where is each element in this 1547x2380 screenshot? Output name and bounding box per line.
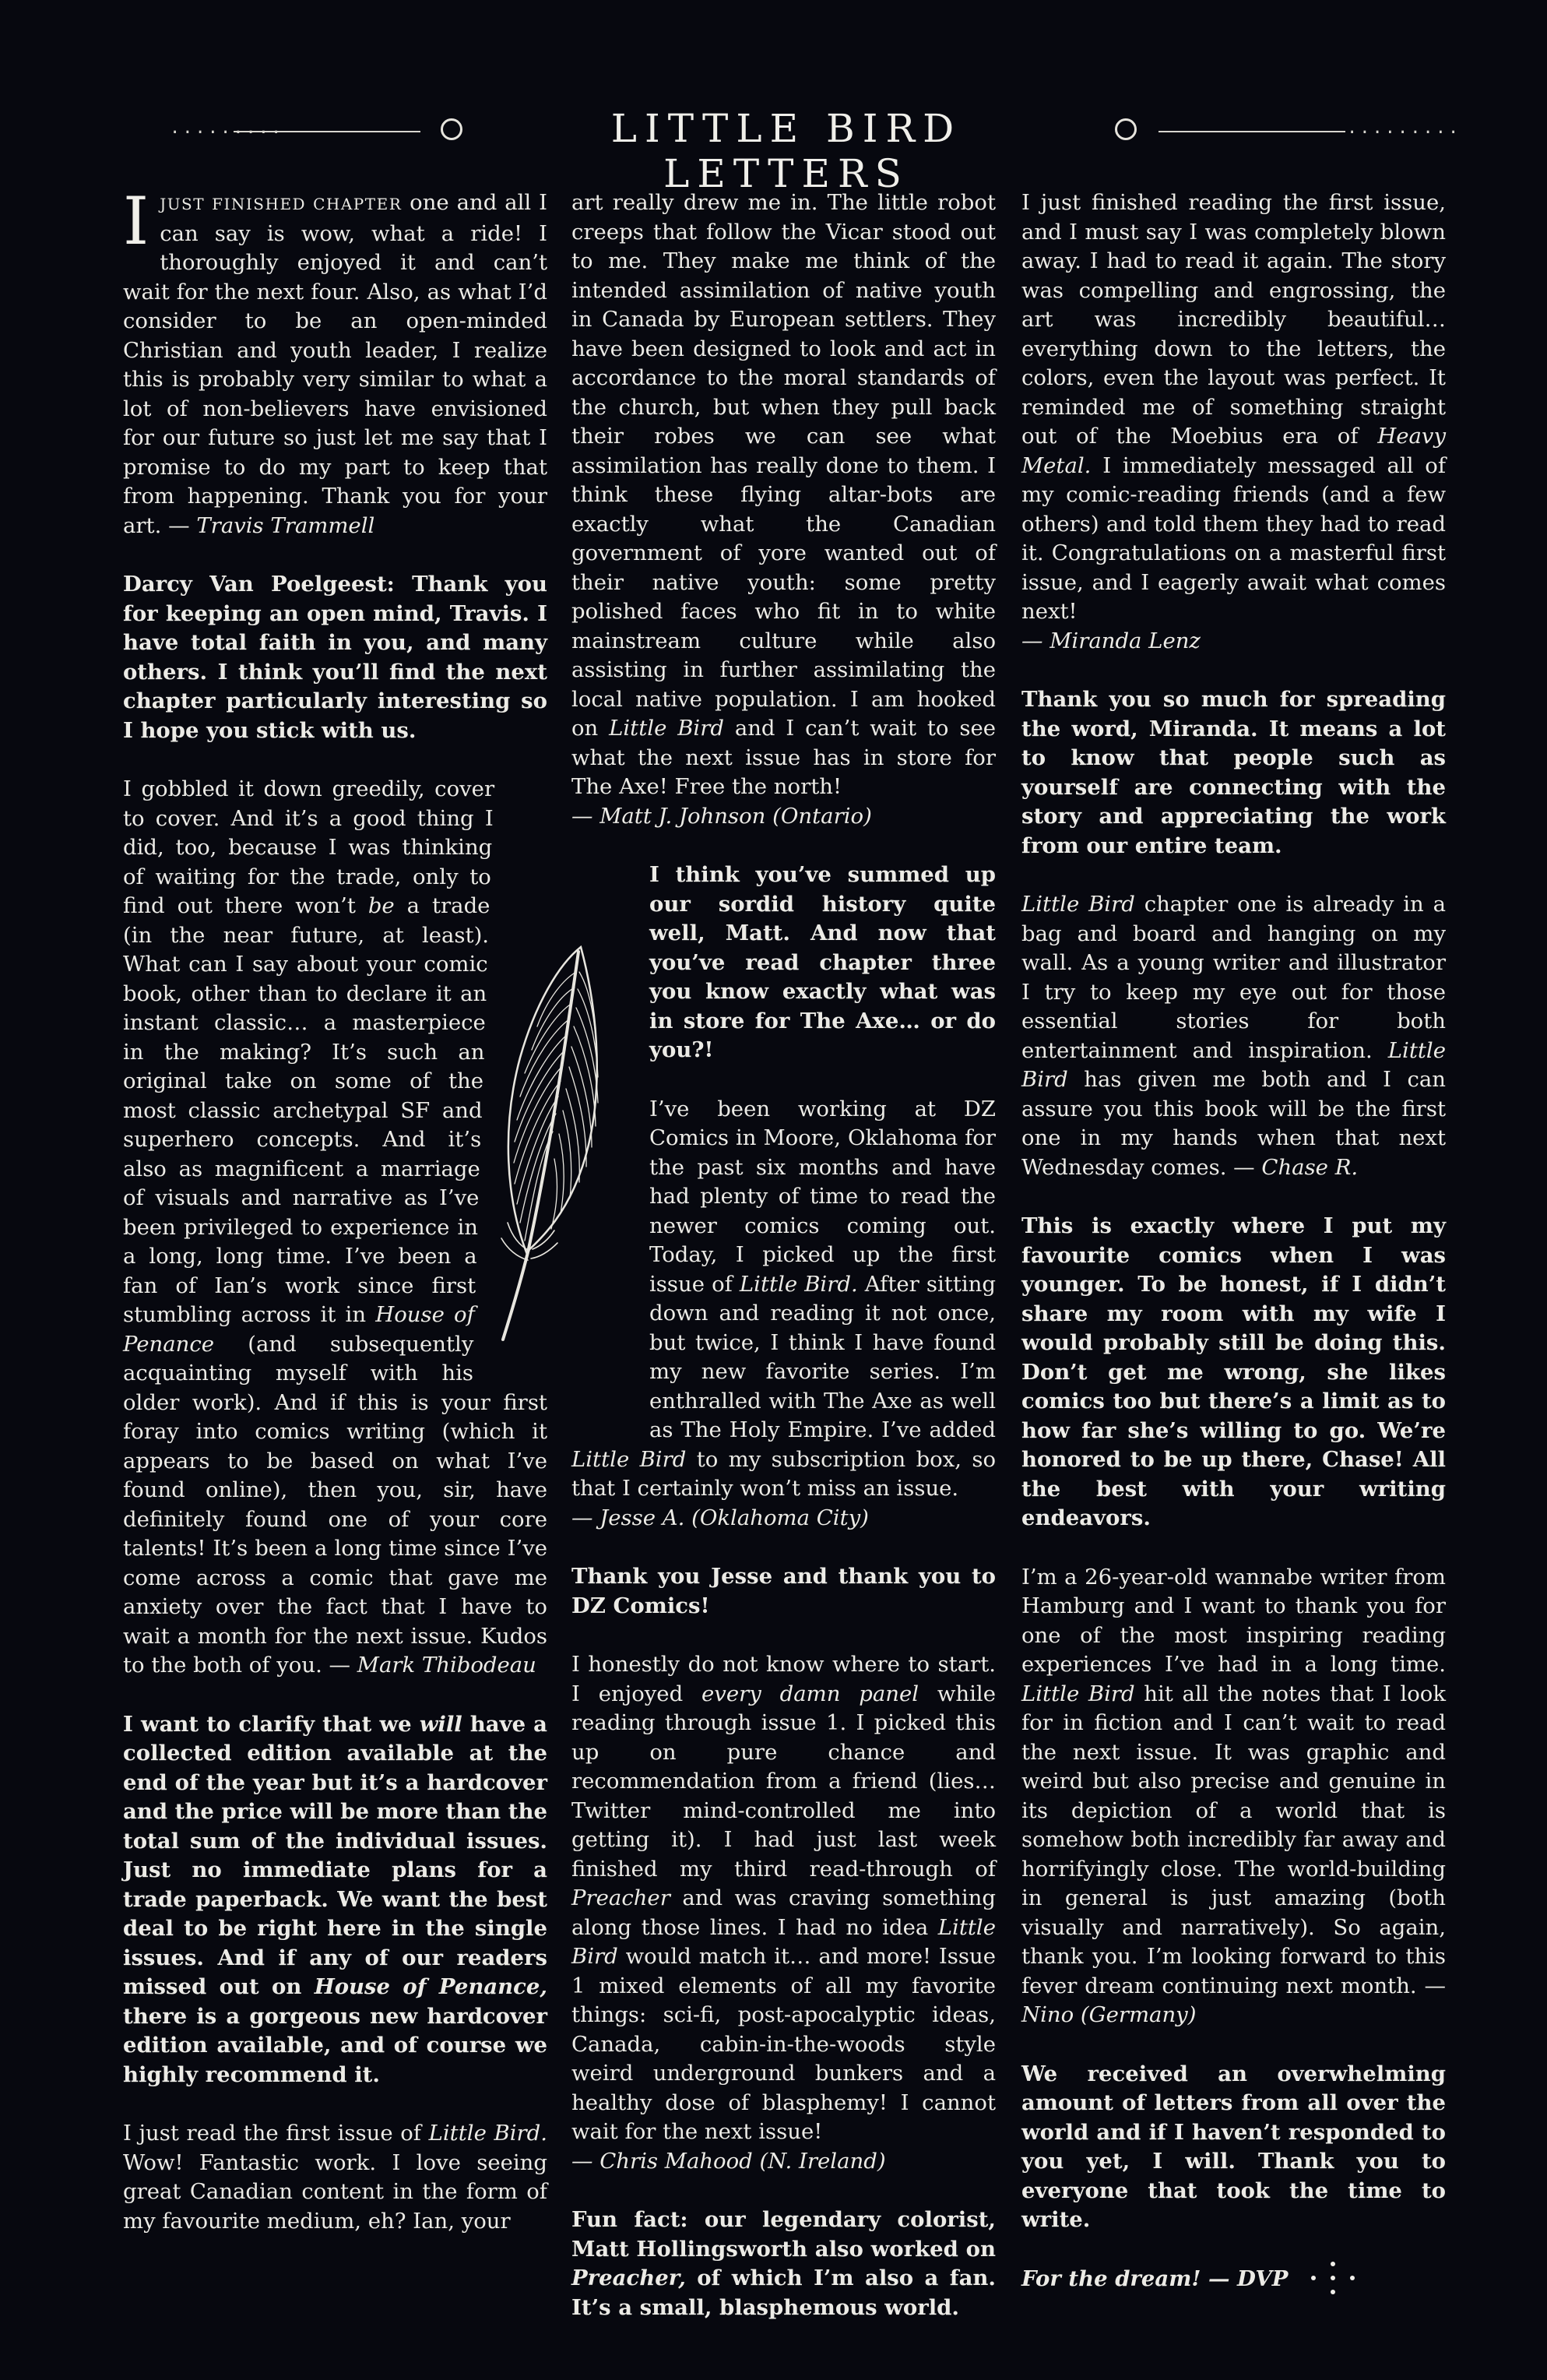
- reply-matt: I think you’ve summed up our sordid history quite well, Matt. And now that you’ve read chapter three you know exactly what was in store for The Axe… or do you?!: [571, 861, 996, 1065]
- page-header: [163, 100, 1461, 196]
- end-dots-ornament: [1310, 2268, 1356, 2291]
- reply-mark: I want to clarify that we will have a collected edition available at the end of the year but it’s a hardcover and the price will be more than the total sum of the individual issues. Just no immediate plans for a trade paperback. We want the best deal to be right here in the single issues. And if any of our readers missed out on House of Penance, there is a gorgeous new hardcover edition available, and of course we highly recommend it.: [123, 1711, 547, 2087]
- letter-travis: IJUST FINISHED CHAPTER one and all I can say is wow, what a ride! I thoroughly enjoyed it and can’t wait for the next four. Also, as what I’d consider to be an open-minded Christian and youth leader, I realize this is probably very similar to what a lot of non-believers have envisioned for our future so just let me say that I promise to do my part to keep that from happening. Thank you for your art. — Travis Trammell: [123, 183, 547, 538]
- header-rule-left: [234, 131, 420, 132]
- letter-matt: art really drew me in. The little robot creeps that follow the Vicar stood out to me. They make me think of the intended assimilation of native youth in Canada by European settlers. They have been designed to look and act in accordance to the moral standards of the church, but when they pull back their robes we can see what assimilation has really done to them. I think these flying altar-bots are exactly what the Canadian government of yore wanted out of their native youth: some pretty polished faces who fit in to white mainstream culture while also assisting in further assimilating the local native population. I am hooked on Little Bird and I can’t wait to see what the next issue has in store for The Axe! Free the north! — Matt J. Johnson (Ontario): [571, 188, 996, 831]
- letter-mark: I gobbled it down greedily, cover to cover. And it’s a good thing I did, too, because I was thinking of waiting for the trade, only to find out there won’t be a trade (in the near future, at least). What can I say about your comic book, other than to declare it an instant classic… a masterpiece in the making? It’s such an original take on some of the most classic archetypal SF and superhero concepts. And it’s also as magnificent a marriage of visuals and narrative as I’ve been privileged to experience in a long, long time. I’ve been a fan of Ian’s work since first stumbling across it in House of Penance (and subsequently acquainting myself with his older work). And if this is your first foray into comics writing (which it appears to be based on what I’ve found online), then you, sir, have definitely found one of your core talents! It’s been a long time since I’ve come across a comic that gave me anxiety over the fact that I have to wait a month for the next issue. Kudos to the both of you. — Mark Thibodeau: [123, 776, 547, 1678]
- letter-chase: Little Bird chapter one is already in a bag and board and hanging on my wall. As a young writer and illustrator I try to keep my eye out for those essential stories for both entertainment and inspiration. Little Bird has given me both and I can assure you this book will be the first one in my hands when that next Wednesday comes. — Chase R.: [1021, 892, 1447, 1180]
- letter-nino: I’m a 26-year-old wannabe writer from Hamburg and I want to thank you for one of the most inspiring reading experiences I’ve had in a long time. Little Bird hit all the notes that I look for in fiction and I can’t wait to read the next issue. It was graphic and weird but also precise and genuine in its depiction of a world that is somehow both incredibly far away and horrifyingly close. The world-building in general is just amazing (both visually and narratively). So again, thank you. I’m looking forward to this fever dream continuing next month. — Nino (Germany): [1021, 1564, 1446, 2027]
- closing-line: For the dream! — DVP: [1021, 2265, 1446, 2294]
- drop-cap: I: [123, 183, 149, 259]
- signature: — Jesse A. (Oklahoma City): [571, 1505, 869, 1530]
- column-2: [571, 188, 996, 2352]
- signature: — Chris Mahood (N. Ireland): [571, 2148, 886, 2174]
- reply-miranda: Thank you so much for spreading the word, Miranda. It means a lot to know that people such as yourself are connecting with the story and appreciating the work from our entire team.: [1021, 687, 1446, 858]
- header-dots-left: ·········: [170, 123, 284, 143]
- signature: Mark Thibodeau: [357, 1653, 536, 1678]
- signature: Chase R.: [1261, 1154, 1359, 1180]
- letter-jesse: I’ve been working at DZ Comics in Moore, Oklahoma for the past six months and have had plenty of time to read the newer comics coming out. Today, I picked up the first issue of Little Bird. After sitting down and reading it not once, but twice, I think I have found my new favorite series. I’m enthralled with The Axe as well as The Holy Empire. I’ve added Little Bird to my subscription box, so that I certainly won’t miss an issue. — Jesse A. (Oklahoma City): [571, 1095, 996, 1533]
- letter-chris: I honestly do not know where to start. I enjoyed every damn panel while reading through issue 1. I picked this up on pure chance and recommendation from a friend (lies… Twitter mind-controlled me into getting it). I had just last week finished my third read-through of Preacher and was craving something along those lines. I had no idea Little Bird would match it… and more! Issue 1 mixed elements of all my favorite things: sci-fi, post-apocalyptic ideas, Canada, cabin-in-the-woods style weird underground bunkers and a healthy dose of blasphemy! I cannot wait for the next issue! — Chris Mahood (N. Ireland): [571, 1650, 996, 2176]
- reply-travis: Darcy Van Poelgeest: Thank you for keeping an open mind, Travis. I have total faith in you, and many others. I think you’ll find the next chapter particularly interesting so I hope you stick with us.: [123, 572, 547, 743]
- signature: — Matt J. Johnson (Ontario): [571, 803, 872, 829]
- reply-closing: We received an overwhelming amount of letters from all over the world and if I haven’t responded to you yet, I will. Thank you to everyone that took the time to write.: [1021, 2061, 1446, 2232]
- column-3: [1021, 188, 1446, 2323]
- signature: — Miranda Lenz: [1021, 628, 1201, 653]
- letter-ian-start: I just read the first issue of Little Bird. Wow! Fantastic work. I love seeing great Canadian content in the form of my favourite medium, eh? Ian, your: [123, 2121, 547, 2234]
- header-ring-left: [441, 118, 462, 140]
- reply-chase: This is exactly where I put my favourite comics when I was younger. To be honest, if I didn’t share my room with my wife I would probably still be doing this. Don’t get me wrong, she likes comics too but there’s a limit as to how far she’s willing to go. We’re honored to be up there, Chase! All the best with your writing endeavors.: [1021, 1213, 1446, 1530]
- signature: Travis Trammell: [196, 512, 375, 538]
- reply-jesse: Thank you Jesse and thank you to DZ Comics!: [571, 1564, 996, 1618]
- reply-chris: Fun fact: our legendary colorist, Matt Hollingsworth also worked on Preacher, of which I’m also a fan. It’s a small, blasphemous world.: [571, 2207, 996, 2320]
- signature: Nino (Germany): [1021, 2002, 1197, 2027]
- header-rule-right: [1158, 131, 1345, 132]
- column-1: [123, 183, 547, 2266]
- header-dots-right: ·········: [1347, 123, 1461, 143]
- header-ring-right: [1115, 118, 1137, 140]
- feather-illustration: [489, 941, 606, 1346]
- letter-miranda: I just finished reading the first issue, and I must say I was completely blown away. I had to read it again. The story was compelling and engrossing, the art was incredibly beautiful… everything down to the letters, the colors, even the layout was perfect. It reminded me of something straight out of the Moebius era of Heavy Metal. I immediately messaged all of my comic-reading friends (and a few others) and told them they had to read it. Congratulations on a masterful first issue, and I eagerly await what comes next! — Miranda Lenz: [1021, 188, 1446, 656]
- page-title: LITTLE BIRD LETTERS: [610, 106, 962, 196]
